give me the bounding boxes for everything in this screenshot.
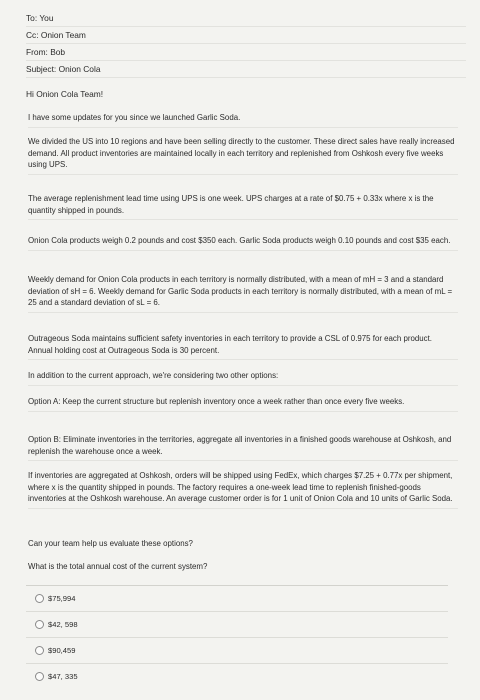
paragraph-options-intro: In addition to the current approach, we're considering two other options:	[28, 370, 458, 386]
paragraph-demand: Weekly demand for Onion Cola products in each territory is normally distributed, with a mean of mH = 3 and a standard deviation of sH = 6. Weekly demand for Garlic Soda products in each territory is normally distributed, with a mean of mL = 25 and a standard deviation of sL = 6.	[28, 274, 458, 313]
answer-option-label: $47, 335	[48, 671, 78, 681]
paragraph-option-b: Option B: Eliminate inventories in the territories, aggregate all inventories in a finished goods warehouse at Oshkosh, and replenish the warehouse once a week.	[28, 434, 458, 461]
greeting: Hi Onion Cola Team!	[26, 89, 104, 99]
paragraph-lead-time: The average replenishment lead time using UPS is one week. UPS charges at a rate of $0.75 + 0.33x where x is the quantity shipped in pounds.	[28, 193, 458, 220]
answer-option[interactable]	[26, 585, 448, 611]
paragraph-intro: I have some updates for you since we launched Garlic Soda.	[28, 112, 458, 128]
answer-options	[26, 585, 448, 689]
paragraph-fedex: If inventories are aggregated at Oshkosh, orders will be shipped using FedEx, which charges $7.25 + 0.77x per shipment, where x is the quantity shipped in pounds. The factory requires a one-week lead time to replenish finished-goods inventories at the Oshkosh warehouse. An average customer order is for 1 unit of Onion Cola and 10 units of Garlic Soda.	[28, 470, 458, 509]
answer-option[interactable]	[26, 611, 448, 637]
paragraph-request: Can your team help us evaluate these options?	[28, 539, 193, 548]
answer-option-label: $75,994	[48, 593, 76, 603]
radio-button[interactable]	[35, 646, 44, 655]
radio-button[interactable]	[35, 620, 44, 629]
paragraph-safety-inventory: Outrageous Soda maintains sufficient safety inventories in each territory to provide a CSL of 0.975 for each product. Annual holding cost at Outrageous Soda is 30 percent.	[28, 333, 458, 360]
radio-button[interactable]	[35, 594, 44, 603]
subject-line: Subject: Onion Cola	[26, 61, 466, 78]
paragraph-regions: We divided the US into 10 regions and have been selling directly to the customer. These direct sales have really increased demand. All product inventories are maintained locally in each territory and replenished from Oshkosh every five weeks using UPS.	[28, 136, 458, 175]
cc-line: Cc: Onion Team	[26, 27, 466, 44]
to-line: To: You	[26, 10, 466, 27]
question-text: What is the total annual cost of the current system?	[28, 562, 208, 571]
answer-option[interactable]	[26, 663, 448, 689]
answer-option-label: $42, 598	[48, 619, 78, 629]
email-header	[26, 10, 466, 78]
paragraph-product-costs: Onion Cola products weigh 0.2 pounds and cost $350 each. Garlic Soda products weigh 0.10 pounds and cost $35 each.	[28, 235, 458, 251]
answer-option-label: $90,459	[48, 645, 76, 655]
paragraph-option-a: Option A: Keep the current structure but replenish inventory once a week rather than once every five weeks.	[28, 396, 458, 412]
from-line: From: Bob	[26, 44, 466, 61]
radio-button[interactable]	[35, 672, 44, 681]
answer-option[interactable]	[26, 637, 448, 663]
